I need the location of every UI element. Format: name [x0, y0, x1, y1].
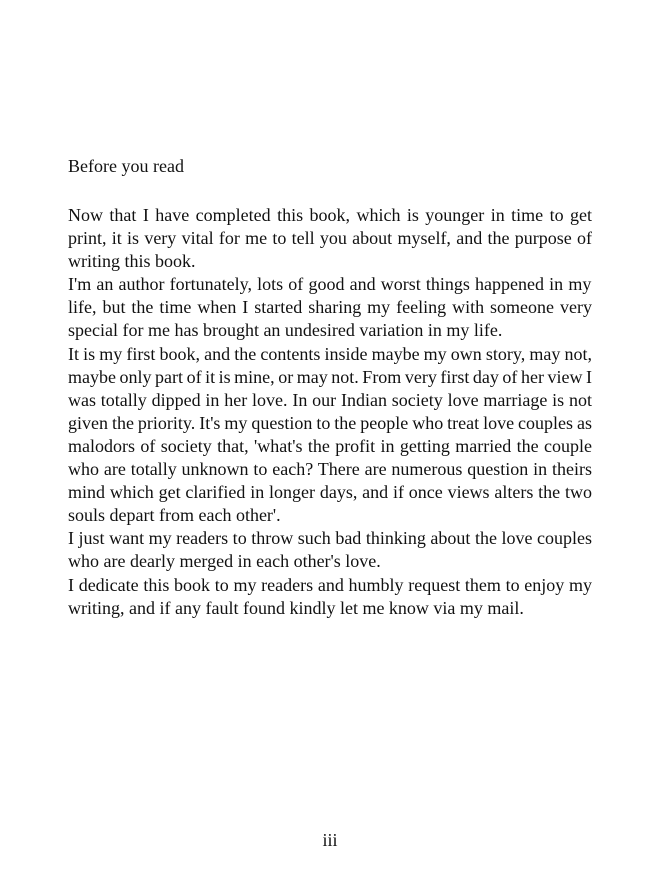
- text-line-row: [68, 527, 592, 550]
- paragraph: [68, 204, 592, 273]
- text-line: malodors of society that, 'what's the profit in getting married the couple: [68, 435, 592, 456]
- text-line-row: [68, 458, 592, 481]
- text-line: maybe only part of it is mine, or may not. From very first day of her view I: [68, 366, 592, 387]
- text-line-row: [68, 574, 592, 597]
- text-line: I dedicate this book to my readers and humbly request them to enjoy my: [68, 574, 592, 595]
- text-line: souls depart from each other'.: [68, 505, 281, 526]
- text-line: writing this book.: [68, 251, 196, 272]
- text-line-row: [68, 296, 592, 319]
- text-line: I'm an author fortunately, lots of good and worst things happened in my: [68, 274, 592, 295]
- text-line: who are dearly merged in each other's love.: [68, 551, 381, 572]
- text-line-row: [68, 366, 592, 389]
- text-line-row: [68, 273, 592, 296]
- text-line-row: [68, 250, 592, 273]
- text-line-row: [68, 435, 592, 458]
- text-line: special for me has brought an undesired variation in my life.: [68, 320, 503, 341]
- text-line-row: [68, 481, 592, 504]
- text-line: writing, and if any fault found kindly let me know via my mail.: [68, 597, 524, 618]
- text-line: Now that I have completed this book, which is younger in time to get: [68, 205, 592, 225]
- text-line: It is my first book, and the contents inside maybe my own story, may not,: [68, 343, 592, 364]
- text-line: mind which get clarified in longer days, and if once views alters the two: [68, 482, 592, 503]
- paragraph: [68, 273, 592, 342]
- text-line: given the priority. It's my question to the people who treat love couples as: [68, 412, 592, 433]
- text-line: I just want my readers to throw such bad thinking about the love couples: [68, 528, 592, 549]
- text-line: print, it is very vital for me to tell you about myself, and the purpose of: [68, 228, 592, 249]
- text-line-row: [68, 319, 592, 342]
- text-line-row: [68, 343, 592, 366]
- text-line-row: [68, 389, 592, 412]
- text-line: life, but the time when I started sharing my feeling with someone very: [68, 297, 592, 318]
- text-line-row: [68, 504, 592, 527]
- paragraph: [68, 574, 592, 620]
- text-line-row: [68, 204, 592, 227]
- text-line-row: [68, 412, 592, 435]
- text-line: was totally dipped in her love. In our Indian society love marriage is not: [68, 389, 592, 410]
- section-heading: Before you read: [68, 156, 184, 176]
- text-line: who are totally unknown to each? There are numerous question in theirs: [68, 459, 592, 480]
- text-line-row: [68, 597, 592, 620]
- page-number: iii: [322, 830, 338, 850]
- text-line-row: [68, 550, 592, 573]
- text-line-row: [68, 227, 592, 250]
- paragraph: [68, 343, 592, 528]
- paragraph: [68, 527, 592, 573]
- body-text: [68, 204, 592, 620]
